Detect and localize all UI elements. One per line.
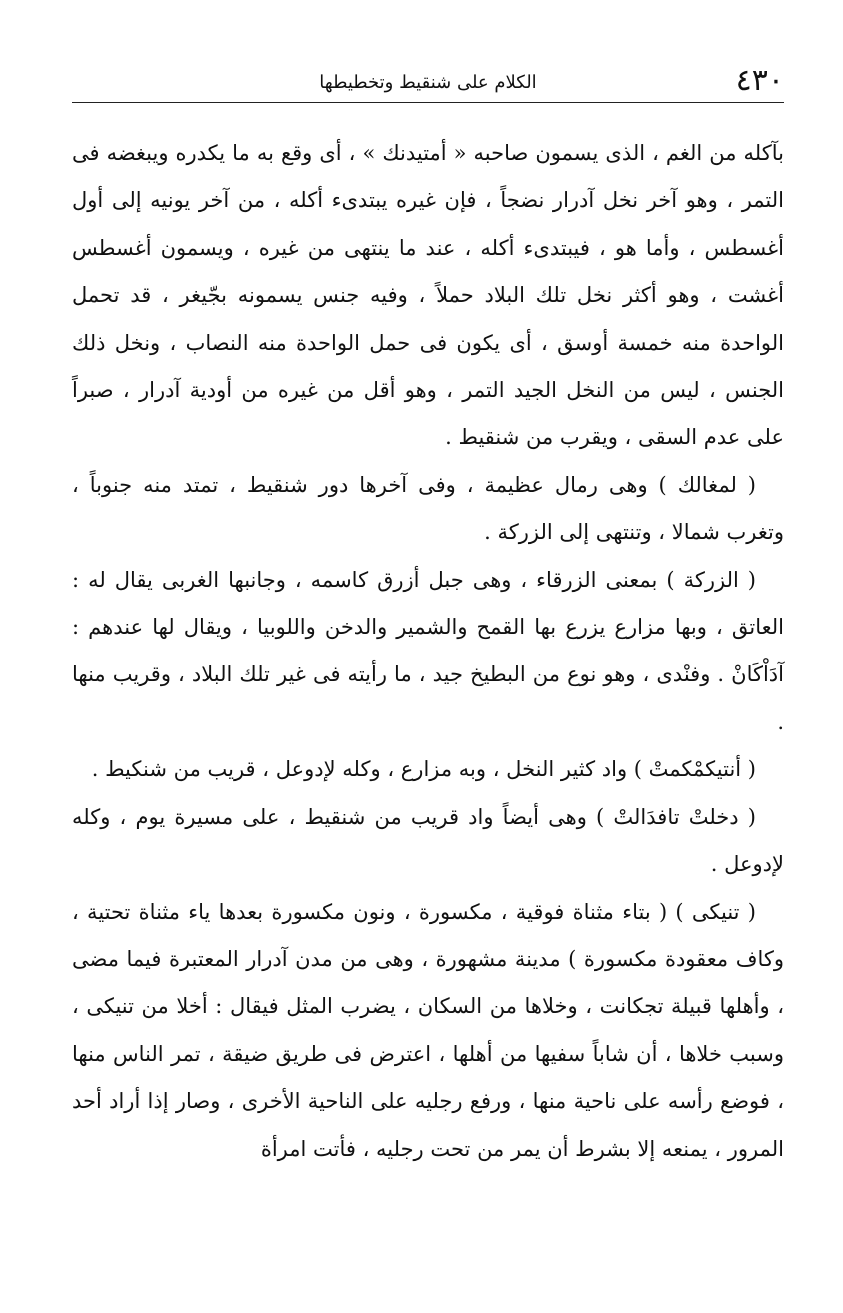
running-title: الكلام على شنقيط وتخطيطها — [319, 72, 537, 93]
paragraph: ( لمغالك ) وهى رمال عظيمة ، وفى آخرها دور شنقيط ، تمتد منه جنوباً ، وتغرب شمالا ، وتنتهى إلى الزركة . — [72, 472, 784, 545]
body-text — [72, 130, 784, 1173]
page-header — [72, 62, 784, 100]
paragraph: ( تنيكى ) ( بتاء مثناة فوقية ، مكسورة ، ونون مكسورة بعدها ياء مثناة تحتية ، وكاف معقودة مكسورة ) مدينة مشهورة ، وهى من مدن آدرار المعتبرة فيما مضى ، وأهلها قبيلة تجكانت ، وخلاها من السكان ، يضرب المثل فيقال : أخلا من تنيكى ، وسبب خلاها ، أن شاباً سفيها من أهلها ، اعترض فى طريق ضيقة ، تمر الناس منها ، فوضع رأسه على ناحية منها ، ورفع رجليه على الناحية الأخرى ، وصار إذا أراد أحد المرور ، يمنعه إلا بشرط أن يمر من تحت رجليه ، فأتت امرأة — [72, 899, 784, 1161]
paragraph: بآكله من الغم ، الذى يسمون صاحبه « أمتيدنك » ، أى وقع به ما يكدره ويبغضه فى التمر ، وهو آخر نخل آدرار نضجاً ، فإن غيره يبتدىء أكله ، من آخر يونيه إلى أول أغسطس ، وأما هو ، فيبتدىء أكله ، عند ما ينتهى من غيره ، ويسمون أغسطس أغشت ، وهو أكثر نخل تلك البلاد حملاً ، وفيه جنس يسمونه بجّيغر ، قد تحمل الواحدة منه خمسة أوسق ، أى يكون فى حمل الواحدة منه النصاب ، ونخل ذلك الجنس ، ليس من النخل الجيد التمر ، وهو أقل من غيره من أودية آدرار ، صبراً على عدم السقى ، ويقرب من شنقيط . — [72, 141, 784, 450]
paragraph: ( الزركة ) بمعنى الزرقاء ، وهى جبل أزرق كاسمه ، وجانبها الغربى يقال له : العاتق ، وبها مزارع يزرع بها القمح والشمير والدخن واللوبيا ، ويقال لها عندهم : آدَاْكَانْ . وفنْدى ، وهو نوع من البطيخ جيد ، ما رأيته فى غير تلك البلاد ، وقريب منها . — [72, 567, 784, 734]
paragraph: ( أنتيكمْكمتْ ) واد كثير النخل ، وبه مزارع ، وكله لإدوعل ، قريب من شنكيط . — [91, 757, 756, 782]
header-divider — [72, 102, 784, 103]
page-number: ٤٣٠ — [735, 63, 784, 98]
paragraph: ( دخلتْ تافدَالتْ ) وهى أيضاً واد قريب من شنقيط ، على مسيرة يوم ، وكله لإدوعل . — [72, 804, 784, 877]
